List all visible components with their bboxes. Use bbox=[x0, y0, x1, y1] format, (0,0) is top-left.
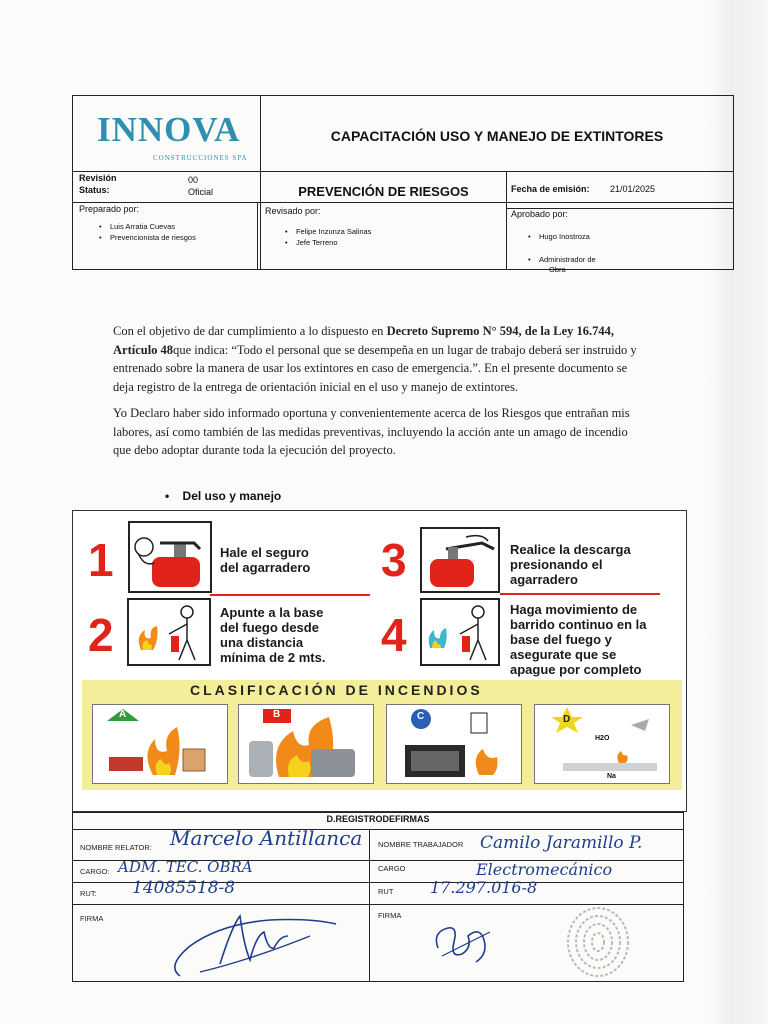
emission-date-value: 21/01/2025 bbox=[610, 184, 656, 194]
step-4-number: 4 bbox=[381, 609, 407, 661]
cargo-value-left: ADM. TEC. OBRA bbox=[118, 858, 253, 876]
list-item: Obra bbox=[549, 265, 566, 274]
worker-name-label: NOMBRE TRABAJADOR bbox=[378, 840, 464, 849]
firma-label-right: FIRMA bbox=[378, 911, 402, 920]
step-2-number: 2 bbox=[88, 609, 114, 661]
step-2-text: Apunte a la base del fuego desde una distancia mínima de 2 mts. bbox=[220, 605, 326, 665]
revision-label: Revisión bbox=[79, 173, 117, 183]
class-d-water-label: H2O bbox=[595, 735, 610, 742]
step-4-text: Haga movimiento de barrido continuo en la base del fuego y asegurate que se apague por completo bbox=[510, 602, 647, 677]
reviewed-label: Revisado por: bbox=[265, 206, 321, 216]
approved-label: Aprobado por: bbox=[511, 209, 569, 219]
class-a-panel bbox=[92, 704, 228, 784]
class-a-letter: A bbox=[119, 709, 127, 720]
reviewed-list bbox=[285, 227, 371, 248]
list-item: • Administrador de bbox=[528, 254, 596, 264]
company-logo: INNOVA bbox=[97, 110, 241, 149]
class-d-panel bbox=[534, 704, 670, 784]
list-item: • Prevencionista de riesgos bbox=[99, 232, 196, 242]
worker-signature bbox=[428, 918, 498, 968]
list-item: • Hugo Inostroza bbox=[528, 232, 590, 241]
step-4-illustration bbox=[420, 598, 500, 666]
class-d-sodium-label: Na bbox=[607, 773, 616, 780]
paragraph-declaration: Yo Declaro haber sido informado oportuna y convenientemente acerca de los Riesgos que entrañan mis labores, así como también de las medidas preventivas, incluyendo la acción ante un amago de incendio que debo adoptar durante toda la ejecución del proyecto. bbox=[113, 406, 630, 457]
prepared-label: Preparado por: bbox=[79, 204, 140, 214]
class-c-letter: C bbox=[417, 711, 425, 722]
department-label: PREVENCIÓN DE RIESGOS bbox=[298, 184, 469, 199]
step-1-number: 1 bbox=[88, 534, 114, 586]
step-1-illustration bbox=[128, 521, 212, 593]
cargo-value-right: Electromecánico bbox=[476, 860, 613, 879]
step-2-illustration bbox=[127, 598, 211, 666]
bullet-usage: • Del uso y manejo bbox=[165, 489, 282, 503]
divider bbox=[210, 594, 370, 596]
status-label: Status: bbox=[79, 185, 110, 195]
document-title: CAPACITACIÓN USO Y MANEJO DE EXTINTORES bbox=[330, 128, 664, 144]
approved-list bbox=[528, 232, 596, 276]
company-logo-subtitle: CONSTRUCCIONES SPA bbox=[153, 154, 248, 162]
fingerprint bbox=[560, 904, 636, 980]
worker-name-value: Camilo Jaramillo P. bbox=[480, 833, 643, 853]
class-b-letter: B bbox=[273, 709, 281, 720]
paragraph-decree: Con el objetivo de dar cumplimiento a lo dispuesto en Decreto Supremo N° 594, de la Ley 16.744, Artículo 48que indica: “Todo el personal que se desempeña en un lugar de trabajo deberá ser instruido y entrenado sobre la manera de usar los extintores en caso de emergencia.”. En el presente documento se deja registro de la entrega de orientación inicial en el uso y manejo de extintores. bbox=[113, 324, 637, 394]
step-3-text: Realice la descarga presionando el agarradero bbox=[510, 542, 631, 587]
rut-value-left: 14085518-8 bbox=[132, 878, 236, 898]
status-value: Oficial bbox=[188, 187, 214, 197]
class-d-letter: D bbox=[563, 714, 571, 725]
step-1-text: Hale el seguro del agarradero bbox=[220, 545, 311, 575]
prepared-list bbox=[99, 222, 196, 243]
step-3-illustration bbox=[420, 527, 500, 593]
step-3-number: 3 bbox=[381, 534, 407, 586]
firma-label-left: FIRMA bbox=[80, 914, 104, 923]
relator-name-label: NOMBRE RELATOR: bbox=[80, 843, 152, 852]
class-c-panel bbox=[386, 704, 522, 784]
list-item: • Felipe Inzunza Salinas bbox=[285, 227, 372, 236]
list-item: • Jefe Terreno bbox=[285, 237, 338, 247]
header-table bbox=[72, 95, 734, 274]
revision-value: 00 bbox=[188, 175, 199, 185]
signature-section-title: D.REGISTRODEFIRMAS bbox=[326, 814, 430, 824]
relator-name-value: Marcelo Antillanca bbox=[170, 826, 363, 850]
rut-label-left: RUT: bbox=[80, 889, 97, 898]
emission-date-label: Fecha de emisión: bbox=[511, 184, 590, 194]
relator-signature bbox=[160, 906, 350, 986]
cargo-label-left: CARGO: bbox=[80, 867, 110, 876]
class-b-panel bbox=[238, 704, 374, 784]
cargo-label-right: CARGO bbox=[378, 864, 406, 873]
list-item: • Luis Arratia Cuevas bbox=[99, 222, 176, 231]
classification-title: CLASIFICACIÓN DE INCENDIOS bbox=[190, 682, 483, 698]
rut-label-right: RUT bbox=[378, 887, 394, 896]
divider bbox=[500, 593, 660, 595]
rut-value-right: 17.297.016-8 bbox=[430, 878, 538, 897]
